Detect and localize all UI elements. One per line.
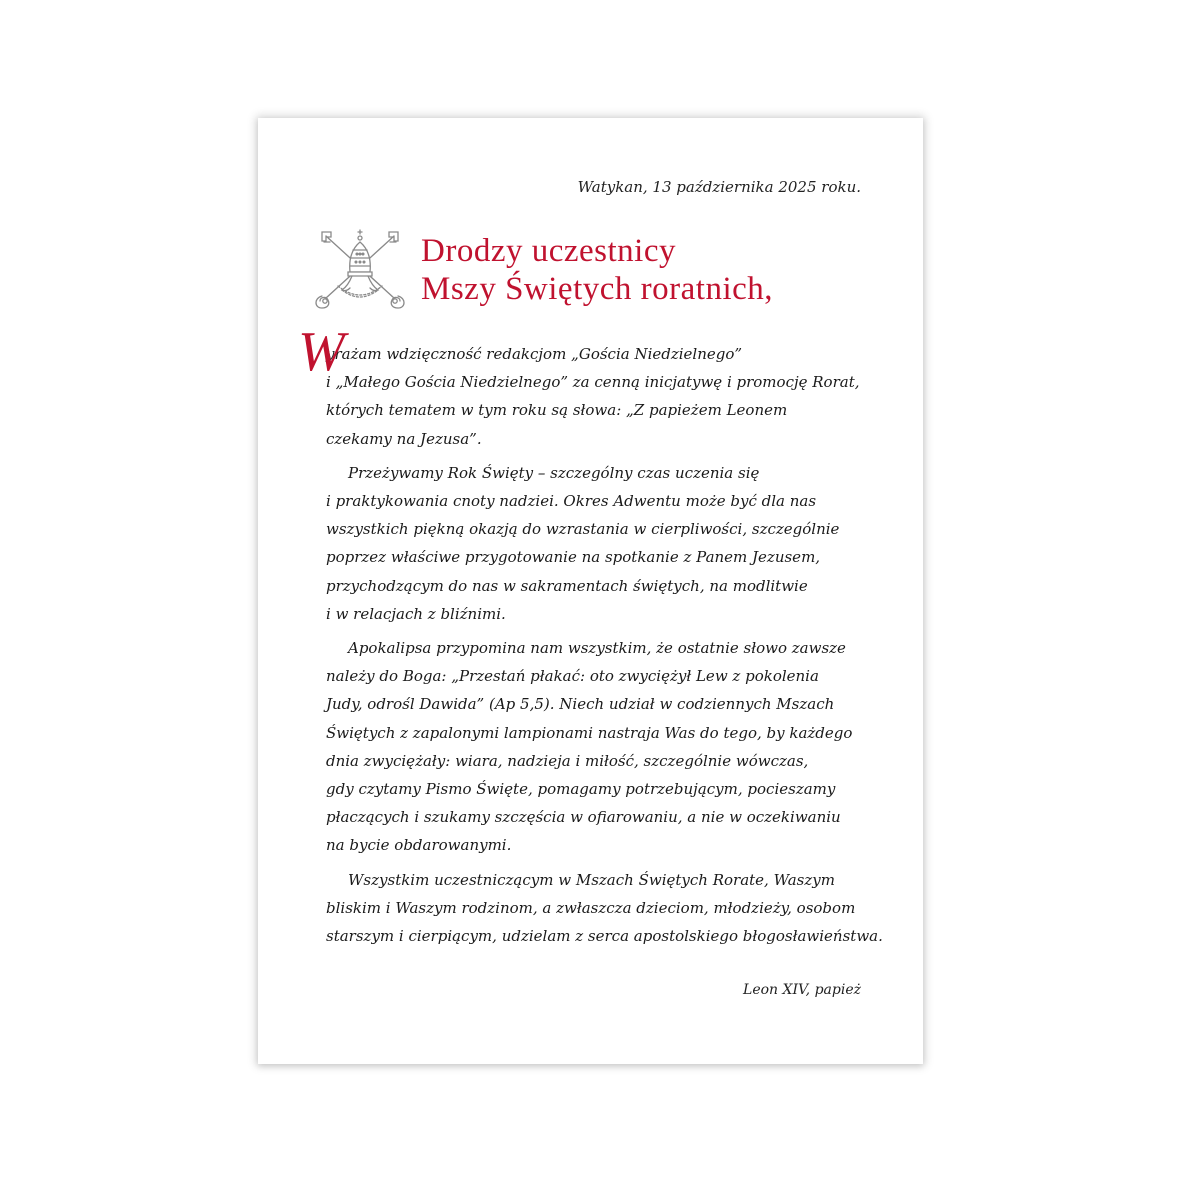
letter-signature: Leon XIV, papież — [743, 982, 861, 998]
paragraph-line: dnia zwyciężały: wiara, nadzieja i miłość, szczególnie wówczas, — [326, 751, 809, 770]
letter-sheet — [258, 118, 923, 1064]
paragraph-line: płaczących i szukamy szczęścia w ofiarowaniu, a nie w oczekiwaniu — [326, 808, 841, 827]
paragraph-line: Apokalipsa przypomina nam wszystkim, że ostatnie słowo zawsze — [348, 639, 846, 658]
paragraph-1 — [298, 321, 871, 453]
paragraph-line: Przeżywamy Rok Święty – szczególny czas uczenia się — [348, 463, 760, 482]
paragraph-line: yrażam wdzięczność redakcjom „Gościa Niedzielnego” — [326, 345, 743, 363]
papal-coat-of-arms-icon — [312, 226, 408, 310]
paragraph-line: i praktykowania cnoty nadziei. Okres Adwentu może być dla nas — [326, 492, 817, 511]
paragraph-2 — [326, 459, 871, 628]
paragraph-line: i „Małego Gościa Niedzielnego” za cenną inicjatywę i promocję Rorat, — [326, 373, 860, 392]
paragraph-line: Judy, odrośl Dawida” (Ap 5,5). Niech udział w codziennych Mszach — [326, 695, 835, 714]
heading-line-2: Mszy Świętych roratnich, — [421, 271, 774, 307]
paragraph-line: poprzez właściwe przygotowanie na spotkanie z Panem Jezusem, — [326, 548, 821, 567]
paragraph-line: i w relacjach z bliźnimi. — [326, 604, 506, 623]
heading-line-1: Drodzy uczestnicy — [421, 233, 676, 269]
letter-body — [298, 321, 883, 956]
paragraph-line: Świętych z zapalonymi lampionami nastraja Was do tego, by każdego — [326, 723, 853, 742]
paragraph-3 — [326, 634, 871, 860]
drop-cap: W — [298, 321, 345, 383]
paragraph-line: czekamy na Jezusa”. — [326, 429, 482, 448]
paragraph-line: starszym i cierpiącym, udzielam z serca apostolskiego błogosławieństwa. — [326, 927, 883, 946]
letter-heading — [421, 232, 773, 308]
letter-date: Watykan, 13 października 2025 roku. — [577, 178, 861, 196]
paragraph-line: których tematem w tym roku są słowa: „Z papieżem Leonem — [326, 401, 788, 420]
paragraph-line: przychodzącym do nas w sakramentach świętych, na modlitwie — [326, 576, 808, 595]
paragraph-line: Wszystkim uczestniczącym w Mszach Świętych Rorate, Waszym — [348, 870, 835, 889]
paragraph-line: bliskim i Waszym rodzinom, a zwłaszcza dzieciom, młodzieży, osobom — [326, 898, 856, 917]
paragraph-4 — [326, 866, 883, 951]
paragraph-line: należy do Boga: „Przestań płakać: oto zwyciężył Lew z pokolenia — [326, 667, 819, 686]
paragraph-line: gdy czytamy Pismo Święte, pomagamy potrzebującym, pocieszamy — [326, 780, 836, 799]
paragraph-line: na bycie obdarowanymi. — [326, 836, 512, 855]
paragraph-line: wszystkich piękną okazją do wzrastania w cierpliwości, szczególnie — [326, 520, 840, 539]
